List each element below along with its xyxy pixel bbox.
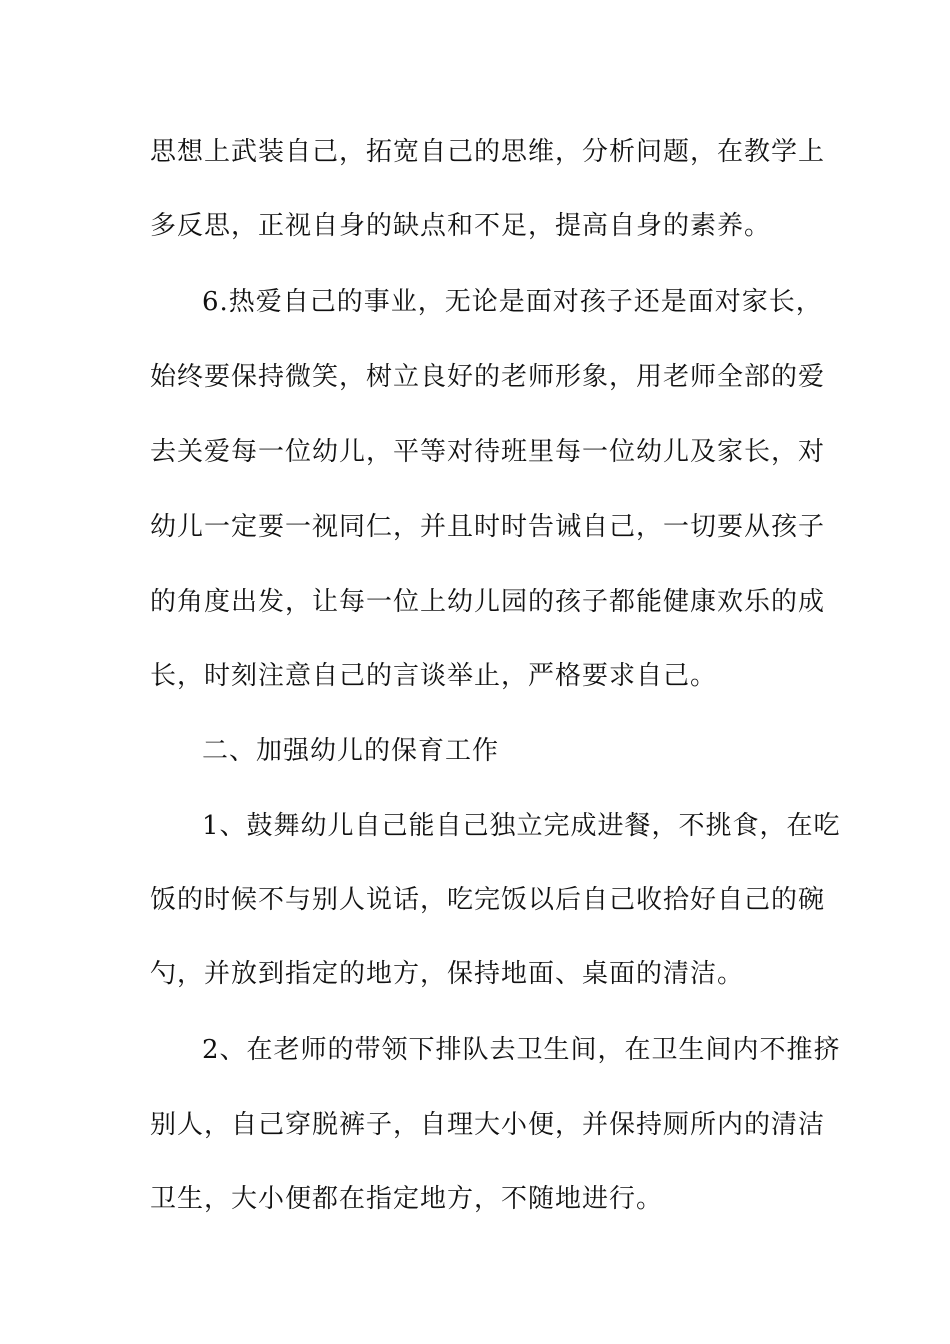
text-line: 卫生，大小便都在指定地方，不随地进行。	[150, 1184, 664, 1214]
paragraph-item-1: 1、鼓舞幼儿自己能自己独立完成进餐，不挑食，在吃	[202, 811, 841, 841]
text-line: 去关爱每一位幼儿，平等对待班里每一位幼儿及家长，对	[150, 437, 826, 467]
text-line: 始终要保持微笑，树立良好的老师形象，用老师全部的爱	[150, 362, 826, 392]
text-line: 的角度出发，让每一位上幼儿园的孩子都能健康欢乐的成	[150, 587, 826, 617]
paragraph-item-2: 2、在老师的带领下排队去卫生间，在卫生间内不推挤	[202, 1035, 841, 1065]
text-line: 思想上武装自己，拓宽自己的思维，分析问题，在教学上	[150, 137, 826, 167]
text-line: 幼儿一定要一视同仁，并且时时告诫自己，一切要从孩子	[150, 512, 826, 542]
paragraph-item-6: 6.热爱自己的事业，无论是面对孩子还是面对家长，	[202, 287, 823, 317]
text-line: 饭的时候不与别人说话，吃完饭以后自己收拾好自己的碗	[150, 885, 826, 915]
text-line: 勺，并放到指定的地方，保持地面、桌面的清洁。	[150, 959, 745, 989]
text-line: 多反思，正视自身的缺点和不足，提高自身的素养。	[150, 211, 772, 241]
text-line: 别人，自己穿脱裤子，自理大小便，并保持厕所内的清洁	[150, 1110, 826, 1140]
section-heading: 二、加强幼儿的保育工作	[202, 736, 500, 766]
text-line: 长，时刻注意自己的言谈举止，严格要求自己。	[150, 661, 718, 691]
